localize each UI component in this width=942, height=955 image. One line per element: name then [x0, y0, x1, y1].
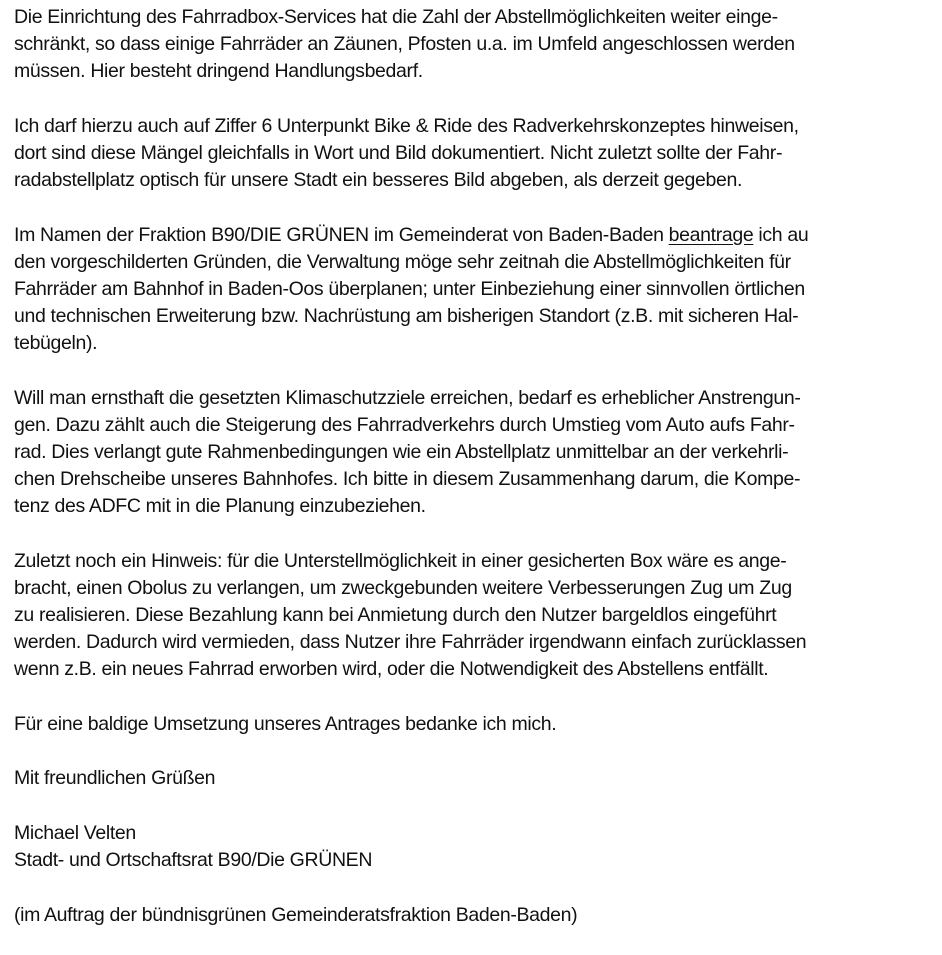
text-line: den vorgeschilderten Gründen, die Verwaltung möge sehr zeitnah die Abstellmöglichkeiten für: [14, 251, 791, 273]
underlined-keyword-beantrage: beantrage: [668, 224, 754, 246]
text-line: Zuletzt noch ein Hinweis: für die Unterstellmöglichkeit in einer gesicherten Box wäre es ange-: [14, 550, 787, 572]
text-line: Ich darf hierzu auch auf Ziffer 6 Unterpunkt Bike & Ride des Radverkehrskonzeptes hinweisen,: [14, 115, 799, 137]
signature-role: Stadt- und Ortschaftsrat B90/Die GRÜNEN: [14, 849, 373, 871]
text-line: tebügeln).: [14, 332, 98, 354]
text-line: Will man ernsthaft die gesetzten Klimaschutzziele erreichen, bedarf es erheblicher Anstrengun-: [14, 387, 801, 409]
text-line: schränkt, so dass einige Fahrräder an Zäunen, Pfosten u.a. im Umfeld angeschlossen werden: [14, 33, 795, 55]
text-line: chen Drehscheibe unseres Bahnhofes. Ich bitte in diesem Zusammenhang darum, die Kompe-: [14, 468, 801, 490]
text-line: müssen. Hier besteht dringend Handlungsbedarf.: [14, 60, 423, 82]
text-segment: Im Namen der Fraktion B90/DIE GRÜNEN im Gemeinderat von Baden-Baden: [14, 224, 669, 246]
text-line: Für eine baldige Umsetzung unseres Antrages bedanke ich mich.: [14, 713, 557, 735]
text-line: gen. Dazu zählt auch die Steigerung des Fahrradverkehrs durch Umstieg vom Auto aufs Fahr-: [14, 414, 795, 436]
text-line: rad. Dies verlangt gute Rahmenbedingungen wie ein Abstellplatz unmittelbar an der verkehrli-: [14, 441, 789, 463]
text-line: und technischen Erweiterung bzw. Nachrüstung am bisherigen Standort (z.B. mit sicheren Hal-: [14, 305, 799, 327]
text-line: Die Einrichtung des Fahrradbox-Services hat die Zahl der Abstellmöglichkeiten weiter einge-: [14, 6, 778, 28]
text-line: tenz des ADFC mit in die Planung einzubeziehen.: [14, 495, 426, 517]
signature-name: Michael Velten: [14, 822, 136, 844]
text-line: zu realisieren. Diese Bezahlung kann bei Anmietung durch den Nutzer bargeldlos eingeführt: [14, 604, 777, 626]
text-line: werden. Dadurch wird vermieden, dass Nutzer ihre Fahrräder irgendwann einfach zurücklassen: [14, 631, 807, 653]
text-line: dort sind diese Mängel gleichfalls in Wort und Bild dokumentiert. Nicht zuletzt sollte der Fahr-: [14, 142, 783, 164]
text-segment: ich au: [753, 224, 809, 246]
text-line: Fahrräder am Bahnhof in Baden-Oos überplanen; unter Einbeziehung einer sinnvollen örtlichen: [14, 278, 805, 300]
text-line: bracht, einen Obolus zu verlangen, um zweckgebunden weitere Verbesserungen Zug um Zug: [14, 577, 792, 599]
closing-greeting: Mit freundlichen Grüßen: [14, 767, 216, 789]
text-line: radabstellplatz optisch für unsere Stadt ein besseres Bild abgeben, als derzeit gegeben.: [14, 169, 743, 191]
text-line: [14, 222, 808, 249]
text-line: wenn z.B. ein neues Fahrrad erworben wird, oder die Notwendigkeit des Abstellens entfällt.: [14, 658, 769, 680]
footnote: (im Auftrag der bündnisgrünen Gemeinderatsfraktion Baden-Baden): [14, 904, 578, 926]
